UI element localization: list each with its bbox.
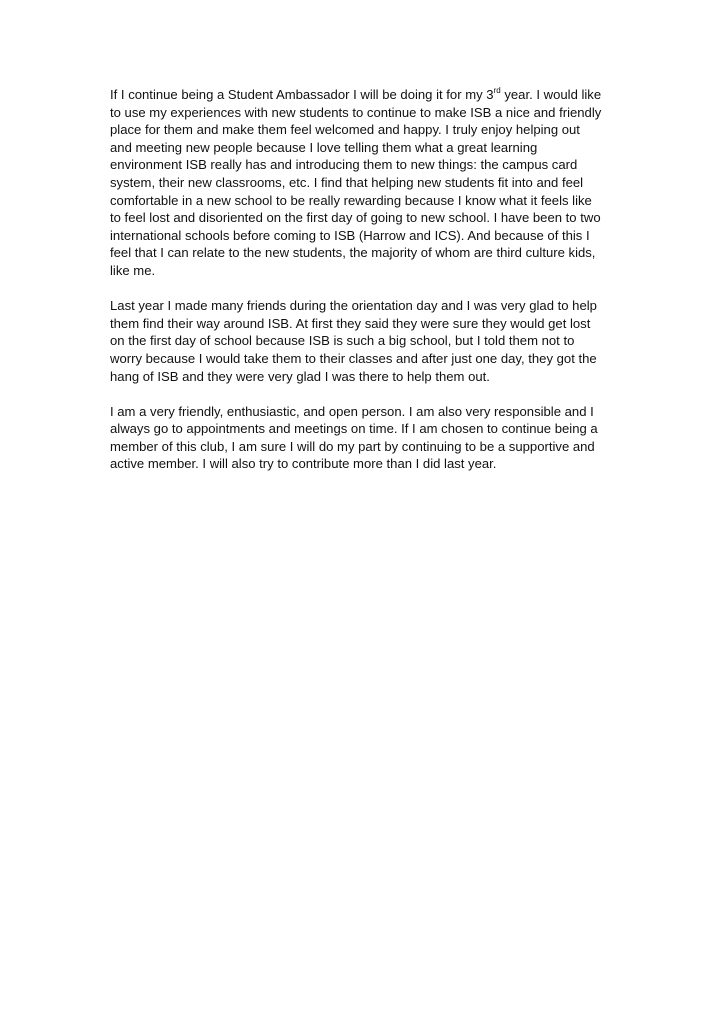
paragraph-line: and meeting new people because I love telling them what a great learning bbox=[110, 139, 538, 155]
line-text: year. I would like bbox=[500, 87, 602, 102]
paragraph-line: active member. I will also try to contribute more than I did last year. bbox=[110, 456, 497, 472]
paragraph-line: system, their new classrooms, etc. I find that helping new students fit into and feel bbox=[110, 174, 584, 190]
paragraph-line: feel that I can relate to the new students, the majority of whom are third culture kids, bbox=[110, 245, 596, 261]
paragraph-line: international schools before coming to ISB (Harrow and ICS). And because of this I bbox=[110, 227, 590, 243]
paragraph-line: worry because I would take them to their classes and after just one day, they got the bbox=[110, 350, 597, 366]
paragraph-line: to feel lost and disoriented on the first day of going to new school. I have been to two bbox=[110, 210, 601, 226]
paragraph-line: member of this club, I am sure I will do my part by continuing to be a supportive and bbox=[110, 438, 595, 454]
paragraph-3 bbox=[110, 403, 622, 473]
paragraph-line: to use my experiences with new students to continue to make ISB a nice and friendly bbox=[110, 104, 602, 120]
paragraph-line bbox=[110, 86, 622, 104]
paragraph-line: always go to appointments and meetings on time. If I am chosen to continue being a bbox=[110, 421, 598, 437]
paragraph-spacer bbox=[110, 385, 622, 403]
paragraph-line: place for them and make them feel welcomed and happy. I truly enjoy helping out bbox=[110, 122, 580, 138]
paragraph-1 bbox=[110, 86, 622, 280]
paragraph-line: on the first day of school because ISB is such a big school, but I told them not to bbox=[110, 333, 575, 349]
paragraph-line: Last year I made many friends during the orientation day and I was very glad to help bbox=[110, 298, 597, 314]
line-text: If I continue being a Student Ambassador I will be doing it for my 3 bbox=[110, 87, 494, 102]
paragraph-line: hang of ISB and they were very glad I was there to help them out. bbox=[110, 368, 490, 384]
paragraph-line: comfortable in a new school to be really rewarding because I know what it feels like bbox=[110, 192, 592, 208]
paragraph-2 bbox=[110, 297, 622, 385]
paragraph-spacer bbox=[110, 280, 622, 298]
ordinal-suffix: rd bbox=[493, 85, 501, 95]
document-body bbox=[110, 86, 622, 473]
paragraph-line: like me. bbox=[110, 262, 156, 278]
paragraph-line: environment ISB really has and introducing them to new things: the campus card bbox=[110, 157, 578, 173]
paragraph-line: I am a very friendly, enthusiastic, and open person. I am also very responsible and I bbox=[110, 403, 594, 419]
paragraph-line: them find their way around ISB. At first they said they were sure they would get lost bbox=[110, 315, 591, 331]
